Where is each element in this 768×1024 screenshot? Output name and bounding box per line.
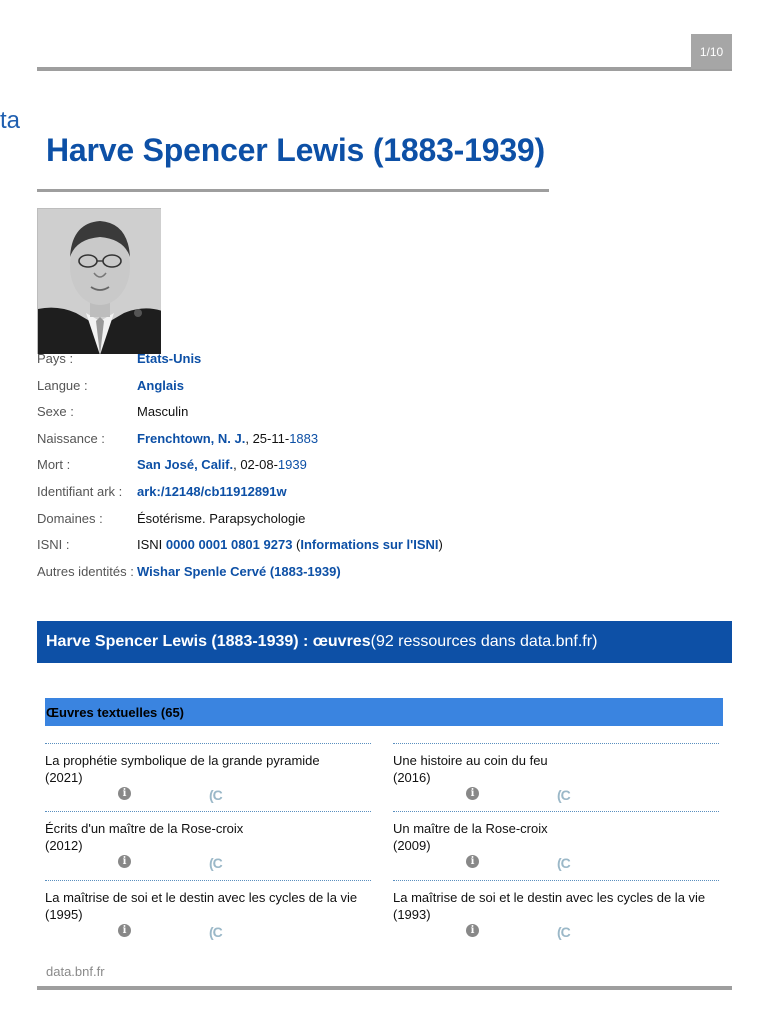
isni-prefix: ISNI <box>137 537 166 553</box>
birth-date-text: , 25-11- <box>245 430 290 446</box>
link-birth-place[interactable]: Frenchtown, N. J. <box>137 430 246 446</box>
work-item[interactable] <box>393 880 719 948</box>
info-row-sexe <box>37 403 737 430</box>
work-title[interactable]: La prophétie symbolique de la grande pyramide <box>45 753 320 768</box>
label-langue: Langue : <box>37 377 88 393</box>
creative-commons-icon[interactable]: (C <box>557 924 570 940</box>
value-naissance <box>137 430 318 448</box>
work-title[interactable]: Une histoire au coin du feu <box>393 753 548 768</box>
info-icon[interactable]: i <box>466 924 479 937</box>
link-birth-year[interactable]: 1883 <box>289 430 319 446</box>
value-domaines: Ésotérisme. Parapsychologie <box>137 510 306 526</box>
info-row-pays <box>37 350 737 377</box>
link-isni-info[interactable]: Informations sur l'ISNI <box>300 537 439 553</box>
textual-works-header[interactable]: Œuvres textuelles (65) <box>45 698 723 726</box>
work-title[interactable]: La maîtrise de soi et le destin avec les cycles de la vie <box>393 890 706 905</box>
info-row-isni <box>37 536 737 563</box>
work-year: (2021) <box>45 770 83 785</box>
title-rule <box>37 189 549 192</box>
creative-commons-icon[interactable]: (C <box>557 787 570 803</box>
page-counter: 1/10 <box>691 34 732 69</box>
work-year: (2009) <box>393 838 431 853</box>
info-row-mort <box>37 456 737 483</box>
link-death-place[interactable]: San José, Calif. <box>137 457 234 473</box>
death-date-text: , 02-08- <box>233 457 278 473</box>
isni-close-paren: ) <box>438 537 443 553</box>
work-title[interactable]: Écrits d'un maître de la Rose-croix <box>45 821 244 836</box>
info-row-langue <box>37 377 737 404</box>
work-year: (2012) <box>45 838 83 853</box>
label-ark: Identifiant ark : <box>37 483 123 499</box>
work-year: (1995) <box>45 907 83 922</box>
label-isni: ISNI : <box>37 537 70 553</box>
work-item[interactable] <box>45 743 371 811</box>
info-icon[interactable]: i <box>118 787 131 800</box>
info-row-ark <box>37 483 737 510</box>
work-title[interactable]: Un maître de la Rose-croix <box>393 821 548 836</box>
bottom-rule <box>37 986 732 990</box>
info-icon[interactable]: i <box>118 924 131 937</box>
info-row-autres <box>37 563 737 590</box>
footer-source: data.bnf.fr <box>46 964 105 979</box>
value-sexe: Masculin <box>137 404 189 420</box>
work-item[interactable] <box>393 811 719 879</box>
isni-open-paren: ( <box>292 537 301 553</box>
info-row-domaines <box>37 510 737 537</box>
label-domaines: Domaines : <box>37 510 103 526</box>
info-row-naissance <box>37 430 737 457</box>
creative-commons-icon[interactable]: (C <box>557 855 570 871</box>
value-isni <box>137 536 443 554</box>
link-langue[interactable]: Anglais <box>137 377 184 393</box>
works-header-title: Harve Spencer Lewis (1883-1939) : œuvres <box>46 633 371 650</box>
page-title: Harve Spencer Lewis (1883-1939) <box>46 132 545 168</box>
works-header-count: (92 ressources dans data.bnf.fr) <box>370 633 598 650</box>
author-info <box>37 350 737 589</box>
creative-commons-icon[interactable]: (C <box>209 787 222 803</box>
info-icon[interactable]: i <box>466 855 479 868</box>
label-naissance: Naissance : <box>37 430 105 446</box>
info-icon[interactable]: i <box>466 787 479 800</box>
info-icon[interactable]: i <box>118 855 131 868</box>
link-pays[interactable]: Etats-Unis <box>137 351 202 366</box>
work-item[interactable] <box>45 811 371 879</box>
work-year: (2016) <box>393 770 431 785</box>
cropped-logo-text: ta <box>0 107 21 134</box>
label-mort: Mort : <box>37 457 71 473</box>
label-sexe: Sexe : <box>37 404 74 420</box>
author-portrait <box>37 208 161 354</box>
label-pays: Pays : <box>37 351 74 366</box>
work-item[interactable] <box>393 743 719 811</box>
creative-commons-icon[interactable]: (C <box>209 924 222 940</box>
work-title[interactable]: La maîtrise de soi et le destin avec les cycles de la vie <box>45 890 358 905</box>
top-rule <box>37 67 732 71</box>
link-ark[interactable]: ark:/12148/cb11912891w <box>137 483 287 499</box>
label-autres: Autres identités : <box>37 563 134 579</box>
link-autres[interactable]: Wishar Spenle Cervé (1883-1939) <box>137 563 341 579</box>
link-death-year[interactable]: 1939 <box>277 457 307 473</box>
link-isni-number[interactable]: 0000 0001 0801 9273 <box>165 537 293 553</box>
work-year: (1993) <box>393 907 431 922</box>
creative-commons-icon[interactable]: (C <box>209 855 222 871</box>
works-header-banner <box>37 621 732 663</box>
value-mort <box>137 456 307 474</box>
work-item[interactable] <box>45 880 371 948</box>
